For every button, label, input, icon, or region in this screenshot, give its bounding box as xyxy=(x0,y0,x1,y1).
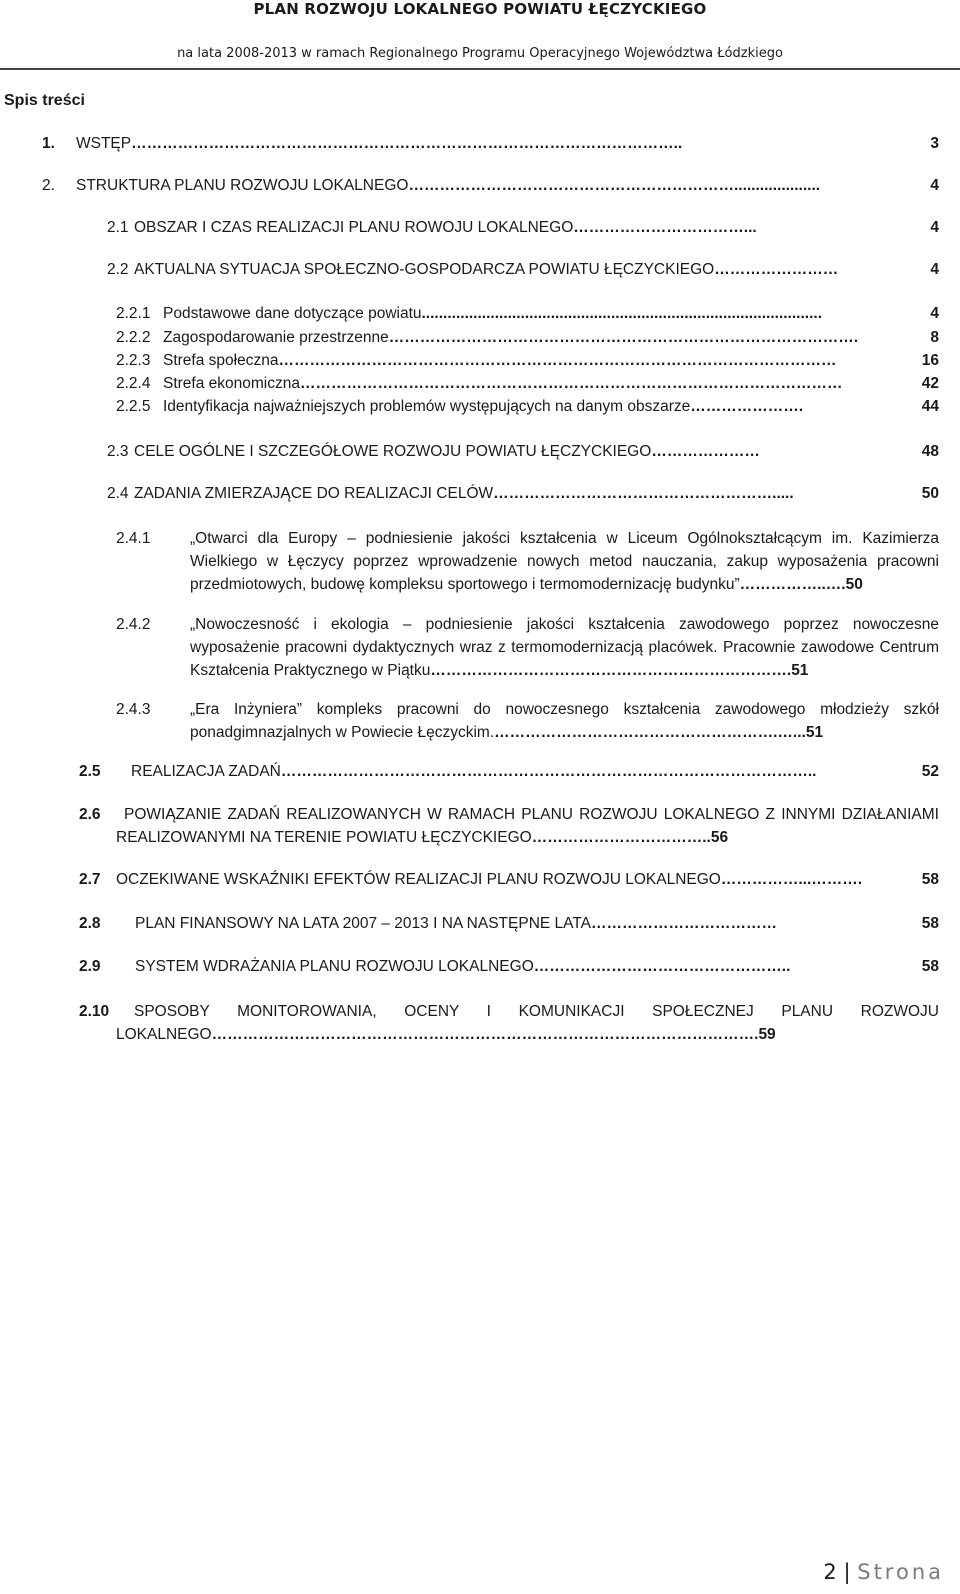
toc-entry-text: Strefa ekonomiczna xyxy=(163,375,300,392)
toc-entry-leader: ………………………………………………………………………………………….. xyxy=(280,763,817,780)
toc-entry-page: 4 xyxy=(930,261,939,278)
toc-entry-wstep[interactable] xyxy=(42,134,939,154)
toc-entry-number: 1. xyxy=(42,135,55,152)
toc-entry-number: 2.8 xyxy=(79,915,101,932)
toc-entry-page: 44 xyxy=(921,398,939,415)
toc-entry-number: 2.2.2 xyxy=(116,329,151,346)
toc-entry-page: 50 xyxy=(921,485,939,502)
toc-entry-page: 8 xyxy=(930,329,939,346)
toc-entry-text: Strefa społeczna xyxy=(163,352,279,369)
toc-entry-page: 16 xyxy=(921,352,939,369)
toc-entry-text: POWIĄZANIE ZADAŃ REALIZOWANYCH W RAMACH PLANU ROZWOJU LOKALNEGO Z INNYMI DZIAŁANIAMI REALIZOWANYMI NA TERENIE POWIATU ŁĘCZYCKIEGO xyxy=(116,806,939,846)
toc-entry-2-1[interactable] xyxy=(107,218,939,238)
toc-entry-leader: ………………………………………….. xyxy=(533,958,791,975)
header-subtitle: na lata 2008-2013 w ramach Regionalnego Programu Operacyjnego Województwa Łódzkiego xyxy=(177,46,783,61)
toc-entry-2-2-1[interactable] xyxy=(116,304,939,324)
toc-entry-2-10[interactable] xyxy=(79,1000,939,1046)
toc-entry-2-2-4[interactable] xyxy=(116,374,939,394)
toc-entry-text: OBSZAR I CZAS REALIZACJI PLANU ROWOJU LOKALNEGO xyxy=(134,219,574,236)
toc-entry-page: 48 xyxy=(921,443,939,460)
toc-entry-page: 52 xyxy=(921,763,939,780)
toc-entry-number: 2.9 xyxy=(79,958,101,975)
toc-entry-number: 2.2.3 xyxy=(116,352,151,369)
toc-entry-leader: …………………………………………………………………………………………… xyxy=(300,375,843,392)
toc-entry-page: 3 xyxy=(930,135,939,152)
toc-entry-leader: ………………………………………………..... xyxy=(493,485,794,502)
toc-entry-page: 59 xyxy=(758,1026,776,1043)
toc-entry-page: 42 xyxy=(921,375,939,392)
toc-entry-leader: ………………………………………………………………………………. xyxy=(388,329,859,346)
toc-entry-number: 2.4 xyxy=(107,485,129,502)
toc-entry-2-4-3[interactable] xyxy=(116,698,939,744)
toc-entry-leader: …………………………….. xyxy=(531,829,711,846)
toc-entry-struktura[interactable] xyxy=(42,176,939,196)
toc-entry-2-3[interactable] xyxy=(107,442,939,462)
toc-entry-leader: ……………………………………………………….................... xyxy=(408,177,821,194)
toc-entry-text: „Otwarci dla Europy – podniesienie jakości kształcenia w Liceum Ogólnokształcącym im. Kazimierza Wielkiego w Łęczycy poprzez wprowadzenie nowych metod nauczania, zakup wyposażenia pracowni przedmiotowych, budowę kompleksu sportowego i termomodernizację budynku” xyxy=(190,530,939,593)
toc-entry-leader: ……………………………………………………………. xyxy=(430,662,792,679)
toc-entry-text: „Nowoczesność i ekologia – podniesienie jakości kształcenia zawodowego poprzez nowoczesne wyposażenie pracowni dydaktycznych wraz z termomodernizacją placówek. Pracownie zawodowe Centrum Kształcenia Praktycznego w Piątku xyxy=(190,616,939,679)
toc-entry-text: REALIZACJA ZADAŃ xyxy=(131,763,281,780)
toc-entry-number: 2. xyxy=(42,177,55,194)
toc-entry-leader: …………………………………………………………………………………………….. xyxy=(131,135,683,152)
toc-entry-number: 2.2.1 xyxy=(116,305,151,322)
toc-entry-page: 51 xyxy=(791,662,809,679)
page-footer xyxy=(823,1560,944,1584)
toc-entry-leader: ............................................................................................. xyxy=(421,305,822,322)
toc-entry-2-4[interactable] xyxy=(107,484,939,504)
toc-entry-page: 4 xyxy=(930,219,939,236)
toc-entry-leader: ……………………………… xyxy=(591,915,778,932)
toc-entry-2-2-5[interactable] xyxy=(116,397,939,417)
toc-entry-number: 2.4.2 xyxy=(116,616,151,633)
toc-entry-2-4-1[interactable] xyxy=(116,527,939,597)
toc-entry-leader: ……………...………. xyxy=(720,871,863,888)
footer-separator: | xyxy=(843,1560,851,1584)
toc-entry-leader: ……………..…. xyxy=(739,576,846,593)
toc-entry-2-8[interactable] xyxy=(79,914,939,934)
toc-entry-text: WSTĘP xyxy=(76,135,132,152)
toc-entry-text: ZADANIA ZMIERZAJĄCE DO REALIZACJI CELÓW xyxy=(134,485,494,502)
toc-entry-page: 56 xyxy=(710,829,729,846)
page-number: 2 xyxy=(823,1560,837,1584)
header-divider xyxy=(0,68,960,70)
toc-entry-number: 2.5 xyxy=(79,763,101,780)
toc-entry-text: STRUKTURA PLANU ROZWOJU LOKALNEGO xyxy=(76,177,409,194)
toc-entry-text: CELE OGÓLNE I SZCZEGÓŁOWE ROZWOJU POWIATU ŁĘCZYCKIEGO xyxy=(134,443,652,460)
toc-heading: Spis treści xyxy=(4,92,85,109)
toc-entry-leader: …………………. xyxy=(690,398,804,415)
toc-entry-page: 4 xyxy=(930,177,939,194)
toc-entry-leader: ……………………………………………………………………………………………. xyxy=(211,1026,759,1043)
toc-entry-text: SPOSOBY MONITOROWANIA, OCENY I KOMUNIKACJI SPOŁECZNEJ PLANU ROZWOJU LOKALNEGO xyxy=(116,1003,939,1043)
toc-entry-leader: ………………… xyxy=(651,443,760,460)
toc-entry-2-6[interactable] xyxy=(79,803,939,849)
toc-entry-number: 2.2.5 xyxy=(116,398,151,415)
toc-entry-leader: ……………………………………………………………………………………………… xyxy=(278,352,837,369)
toc-entry-text: Podstawowe dane dotyczące powiatu xyxy=(163,305,422,322)
toc-entry-2-5[interactable] xyxy=(79,762,939,782)
toc-entry-number: 2.3 xyxy=(107,443,129,460)
toc-entry-2-7[interactable] xyxy=(79,870,939,890)
toc-entry-page: 58 xyxy=(921,871,939,888)
toc-entry-text: OCZEKIWANE WSKAŹNIKI EFEKTÓW REALIZACJI PLANU ROZWOJU LOKALNEGO xyxy=(116,871,721,888)
toc-entry-2-2[interactable] xyxy=(107,260,939,280)
header-title: PLAN ROZWOJU LOKALNEGO POWIATU ŁĘCZYCKIEGO xyxy=(253,0,707,18)
toc-entry-page: 58 xyxy=(921,958,939,975)
page-label: Strona xyxy=(857,1560,944,1584)
toc-entry-2-2-3[interactable] xyxy=(116,351,939,371)
toc-entry-text: PLAN FINANSOWY NA LATA 2007 – 2013 I NA NASTĘPNE LATA xyxy=(135,915,592,932)
toc-entry-text: Zagospodarowanie przestrzenne xyxy=(163,329,389,346)
toc-entry-number: 2.4.1 xyxy=(116,530,151,547)
toc-entry-number: 2.10 xyxy=(79,1003,110,1020)
toc-entry-page: 58 xyxy=(921,915,939,932)
toc-entry-text: SYSTEM WDRAŻANIA PLANU ROZWOJU LOKALNEGO xyxy=(135,958,534,975)
toc-entry-page: 4 xyxy=(930,305,939,322)
toc-entry-number: 2.6 xyxy=(79,806,101,823)
toc-entry-number: 2.4.3 xyxy=(116,701,151,718)
toc-entry-text: AKTUALNA SYTUACJA SPOŁECZNO-GOSPODARCZA POWIATU ŁĘCZYCKIEGO xyxy=(134,261,715,278)
toc-entry-2-4-2[interactable] xyxy=(116,613,939,683)
toc-entry-text: Identyfikacja najważniejszych problemów występujących na danym obszarze xyxy=(163,398,691,415)
toc-entry-text: „Era Inżyniera” kompleks pracowni do nowoczesnego kształcenia zawodowego młodzieży szkół ponadgimnazjalnych w Powiecie Łęczyckim. xyxy=(190,701,939,741)
toc-entry-page: 51 xyxy=(805,724,824,741)
toc-entry-leader: …………………… xyxy=(714,261,839,278)
toc-entry-number: 2.2.4 xyxy=(116,375,151,392)
toc-entry-2-9[interactable] xyxy=(79,957,939,977)
toc-entry-leader: ……………………………………………….…... xyxy=(494,724,806,741)
toc-entry-number: 2.2 xyxy=(107,261,129,278)
toc-entry-page: 50 xyxy=(845,576,863,593)
toc-entry-number: 2.7 xyxy=(79,871,101,888)
toc-entry-leader: ……………………………... xyxy=(573,219,757,236)
toc-entry-number: 2.1 xyxy=(107,219,129,236)
toc-entry-2-2-2[interactable] xyxy=(116,328,939,348)
